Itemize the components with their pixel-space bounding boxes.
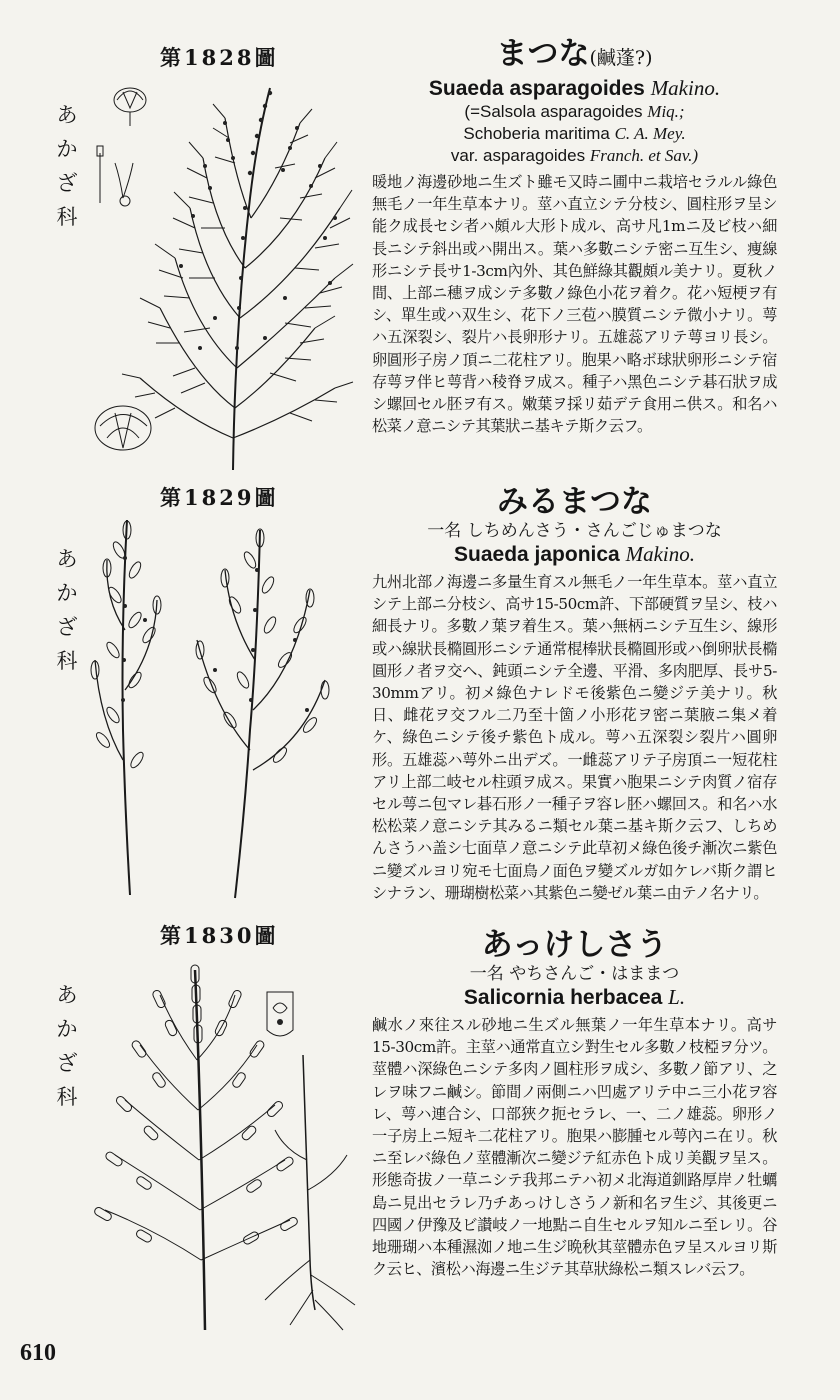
family-label: あ か ざ 科 [56, 983, 78, 1109]
japanese-name-note: (鹹蓬?) [589, 47, 653, 69]
scientific-name: Salicornia herbacea L. [463, 985, 686, 1009]
flower-clusters [179, 91, 337, 350]
japanese-name: みるまつな [497, 484, 652, 520]
description-text: 暖地ノ海邊砂地ニ生ズト雖モ又時ニ圃中ニ栽培セラルル綠色無毛ノ一年生草本ナリ。莖ハ直立シテ分枝シ、圓柱形ヲ呈シ能ク成長セシ者ハ頗ル大形ト成ル、高サ凡1mニ及ビ枝ハ細長ニシテ斜出或ハ開出ス。葉ハ多數ニシテ密ニ互生シ、痩線形ニシテ長サ1-3cm內外、其色鮮綠其觀頗ル美ナリ。夏秋ノ間、上部ニ穗ヲ成シテ多數ノ綠色小花ヲ着ク。花ハ短梗ヲ有シ、單生或ハ双生シ、花下ノ三苞ハ膜質ニシテ微小ナリ。萼ハ五深裂シ、裂片ハ長卵形ナリ。五雄蕊アリテ萼ヨリ長シ。卵圓形子房ノ頂ニ二花柱アリ。胞果ハ略ボ球狀卵形ニシテ宿存萼ヲ伴ヒ萼背ハ稜脊ヲ成ス。種子ハ黑色ニシテ碁石狀ヲ成シ螺回セル胚ヲ有ス。嫩葉ヲ採リ茹デテ食用ニ供ス。和名ハ松菜ノ意ニシテ其葉狀ニ基キテ斯ク云フ。 [372, 173, 777, 436]
stamen-detail-drawing [97, 146, 133, 206]
entry-1830 [0, 915, 840, 1355]
page-number: 610 [20, 1340, 56, 1366]
scientific-name: Suaeda japonica Makino. [454, 542, 695, 566]
entry-1828 [0, 0, 840, 480]
plant-illustration-suaeda-japonica [85, 510, 370, 900]
text-column [372, 484, 777, 904]
figure-label: 第1830圖 [160, 923, 279, 948]
flower-clusters [121, 556, 309, 712]
family-label: あ か ざ 科 [56, 103, 78, 229]
description-text: 鹹水ノ來往スル砂地ニ生ズル無葉ノ一年生草本ナリ。高サ15-30cm許。主莖ハ通常直立シ對生セル多數ノ枝椏ヲ分ツ。莖體ハ深綠色ニシテ多肉ノ圓柱形ヲ成シ、多數ノ節アリ、之レヲ味フニ鹹シ。節間ノ兩側ニハ凹處アリテ中ニ三小花ヲ容レ、萼ハ連合シ、口部狹ク扼セラレ、一、二ノ雄蕊。卵形ノ一子房上ニ短キ二花柱アリ。胞果ハ膨腫セル萼內ニ在リ。秋ニ至レバ綠色ノ莖體漸次ニ變ジテ紅赤色ト成リ美觀ヲ呈ス。形態奇拔ノ一草ニシテ我邦ニテハ初メ北海道釧路厚岸ノ牡蠣島ニ見出セラレ乃チあっけしさうノ新和名ヲ生ジ、其後更ニ四國ノ伊豫及ビ讃岐ノ一地點ニ自生セルヲ知ルニ至レリ。谷地珊瑚ハ本種濕洳ノ地ニ生ジ晩秋其莖體赤色ヲ呈スルヨリ斯ク云ヒ、濱松ハ海邊ニ生ジテ其草狀綠松ニ類スレバ云フ。 [372, 1016, 777, 1279]
description-text: 九州北部ノ海邊ニ多量生育スル無毛ノ一年生草本。莖ハ直立シテ上部ニ分枝シ、高サ15-50cm許、下部硬質ヲ呈シ、枝ハ細長ナリ。多數ノ葉ヲ着生ス。葉ハ無柄ニシテ互生シ、線形或ハ線狀長橢圓形ニシテ通常棍棒狀長橢圓形或ハ倒卵狀長橢圓形ノ者ヲ交ヘ、鈍頭ニシテ全邊、平滑、多肉肥厚、長サ5-30mmアリ。初メ綠色ナレドモ後紫色ニ變ジテ美ナリ。秋日、雌花ヲ交フル二乃至十箇ノ小形花ヲ密ニ葉腋ニ集メ着ケ、綠色ニシテ後チ紫色ト成ル。萼ハ五深裂シ裂片ハ圓卵形。五雄蕊ハ萼外ニ出デズ。一雌蕊アリテ子房頂ニ一短花柱アリ上部二岐セル柱頭ヲ成ス。果實ハ胞果ニシテ肉質ノ宿存セル萼ニ包マレ碁石形ノ一種子ヲ容レ胚ハ螺回ス。和名ハ水松松菜ノ意ニシテ其みるニ類セル葉ニ基キ斯ク云フ、しちめんさうハ盖シ七面草ノ意ニシテ此草初メ綠色後チ漸次ニ紫色ニ變ズルヨリ宛モ七面鳥ノ面色ヲ變ズルガ如ケレバ斯ク謂ヒシナラン、珊瑚樹松菜ハ其紫色ニ變ゼル葉ニ由テノ名ナリ。 [372, 573, 777, 902]
plant-illustration-salicornia-herbacea [85, 960, 370, 1340]
alias-name: 一名 やちさんご・はままつ [469, 964, 680, 984]
text-column [372, 36, 777, 437]
synonym-line: (=Salsola asparagoides Miq.; [464, 102, 685, 121]
plant-illustration-suaeda-asparagoides [85, 78, 370, 473]
japanese-name: まつな(鹹蓬?) [496, 36, 653, 72]
figure-label: 第1828圖 [160, 45, 279, 70]
japanese-name: あっけしさう [481, 927, 668, 963]
seed-detail-drawing [95, 406, 151, 450]
synonym-line: Schoberia maritima C. A. Mey. [463, 124, 686, 143]
flower-detail-drawing [267, 992, 293, 1036]
synonym-line: var. asparagoides Franch. et Sav.) [450, 146, 699, 165]
flower-detail-drawing [114, 88, 146, 126]
needle-leaves [122, 104, 353, 421]
text-column [372, 927, 777, 1280]
figure-label: 第1829圖 [160, 485, 279, 510]
family-label: あ か ざ 科 [56, 547, 78, 673]
alias-name: 一名 しちめんさう・さんごじゅまつな [427, 521, 722, 541]
entry-1829 [0, 480, 840, 915]
scientific-name: Suaeda asparagoides Makino. [428, 76, 721, 100]
